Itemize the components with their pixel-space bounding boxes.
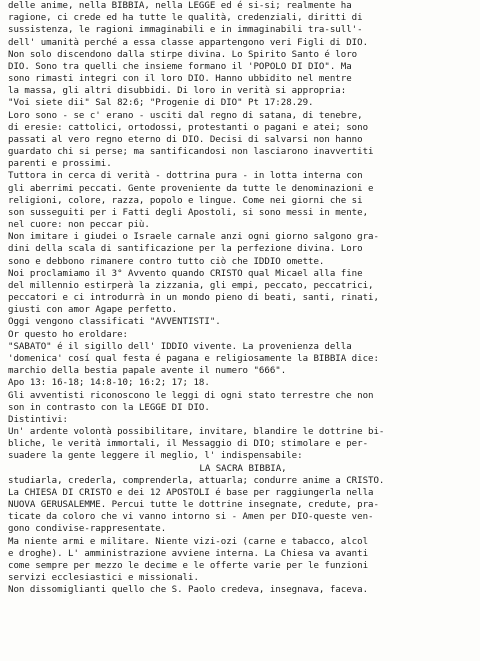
- text-line: ticate da coloro che vi vanno intorno si - Amen per DIO-queste ven-: [8, 512, 374, 523]
- text-line: del millennio estirperà la zizzania, gli empi, peccato, peccatrici,: [8, 280, 374, 291]
- text-line: Noi proclamiamo il 3° Avvento quando CRISTO qual Micael alla fine: [8, 268, 363, 279]
- text-line: di eresie: cattolici, ortodossi, protestanti o pagani e atei; sono: [8, 122, 369, 133]
- text-line: Loro sono - se c' erano - usciti dal regno di satana, di tenebre,: [8, 110, 363, 121]
- text-line: DIO. Sono tra quelli che insieme formano il 'POPOLO DI DIO". Ma: [8, 61, 352, 72]
- text-line: Oggi vengono classificati "AVVENTISTI".: [8, 317, 221, 328]
- text-line: Non imitare i giudei o Israele carnale anzi ogni giorno salgono gra-: [8, 232, 379, 243]
- text-line: guardato chi si perse; ma santificandosi non lasciarono inavvertiti: [8, 147, 374, 158]
- text-line: "SABATO" é il sigillo dell' IDDIO vivente. La provenienza della: [8, 341, 352, 352]
- text-line: NUOVA GERUSALEMME. Percui tutte le dottrine insegnate, credute, pra-: [8, 500, 379, 511]
- text-line: La CHIESA DI CRISTO e dei 12 APOSTOLI é base per raggiungerla nella: [8, 487, 374, 498]
- text-line: Non solo discendono dalla stirpe divina. Lo Spirito Santo é loro: [8, 49, 358, 60]
- text-line: suadere la gente leggere il meglio, l' indispensabile:: [8, 451, 303, 462]
- text-line: marchio della bestia papale avente il numero "666".: [8, 366, 287, 377]
- text-line: ragione, ci crede ed ha tutte le qualità, credenziali, diritti di: [8, 13, 363, 24]
- text-line: la massa, gli altri disubbidi. Di loro in verità si appropria:: [8, 86, 347, 97]
- text-line: sono e debbono rimanere contro tutto ciò che IDDIO omette.: [8, 256, 325, 267]
- text-line: servizi ecclesiastici e missionali.: [8, 573, 199, 584]
- text-line: religioni, colore, razza, popolo e lingue. Come nei giorni che si: [8, 195, 363, 206]
- text-line: studiarla, crederla, comprenderla, attuarla; condurre anime a CRISTO.: [8, 475, 385, 486]
- text-line: Or questo ho eroldare:: [8, 329, 129, 340]
- text-line: dini della scala di santificazione per la perfezione divina. Loro: [8, 244, 363, 255]
- text-line: Tuttora in cerca di verità - dottrina pura - in lotta interna con: [8, 171, 363, 182]
- text-line: Un' ardente volontà possibilitare, invitare, blandire le dottrine bi-: [8, 427, 385, 438]
- text-line: giusti con amor Agape perfetto.: [8, 305, 178, 316]
- text-line: 'domenica' cosí qual festa é pagana e religiosamente la BIBBIA dice:: [8, 353, 379, 364]
- text-line: Distintivi:: [8, 414, 69, 425]
- text-line: Gli avventisti riconoscono le leggi di ogni stato terrestre che non: [8, 390, 374, 401]
- document-text-body: [8, 0, 478, 596]
- text-line: dell' umanità perché a essa classe appartengono veri Figli di DIO.: [8, 37, 369, 48]
- text-line: e droghe). L' amministrazione avviene interna. La Chiesa va avanti: [8, 548, 369, 559]
- text-line: son in contrasto con la LEGGE DI DIO.: [8, 402, 210, 413]
- text-line: sono rimasti integri con il loro DIO. Hanno ubbidito nel mentre: [8, 74, 352, 85]
- text-line: gli aberrimi peccati. Gente proveniente da tutte le denominazioni e: [8, 183, 374, 194]
- centered-heading-line: LA SACRA BIBBIA,: [199, 463, 287, 474]
- text-line: nel cuore: non peccar più.: [8, 220, 150, 231]
- text-line: "Voi siete dii" Sal 82:6; "Progenie di DIO" Pt 17:28.29.: [8, 98, 314, 109]
- text-line: parenti e prossimi.: [8, 159, 112, 170]
- text-line: passati al vero regno eterno di DIO. Decisi di salvarsi non hanno: [8, 134, 363, 145]
- text-line: Ma niente armi e militare. Niente vizi-ozi (carne e tabacco, alcol: [8, 536, 369, 547]
- text-line: son susseguiti per i Fatti degli Apostoli, si sono messi in mente,: [8, 207, 369, 218]
- text-line: Apo 13: 16-18; 14:8-10; 16:2; 17; 18.: [8, 378, 210, 389]
- text-line: Non dissomiglianti quello che S. Paolo credeva, insegnava, faceva.: [8, 585, 369, 596]
- text-line: sussistenza, le ragioni immaginabili e in immaginabili tra-sull'-: [8, 25, 363, 36]
- text-line: delle anime, nella BIBBIA, nella LEGGE ed é si-si; realmente ha: [8, 1, 352, 11]
- text-line: come sempre per mezzo le decime e le offerte varie per le funzioni: [8, 560, 369, 571]
- text-line: bliche, le verità immortali, il Messaggio di DIO; stimolare e per-: [8, 439, 369, 450]
- text-line: gono condivise-rappresentate.: [8, 524, 167, 535]
- text-line: peccatori e ci introdurrà in un mondo pieno di beati, santi, rinati,: [8, 293, 379, 304]
